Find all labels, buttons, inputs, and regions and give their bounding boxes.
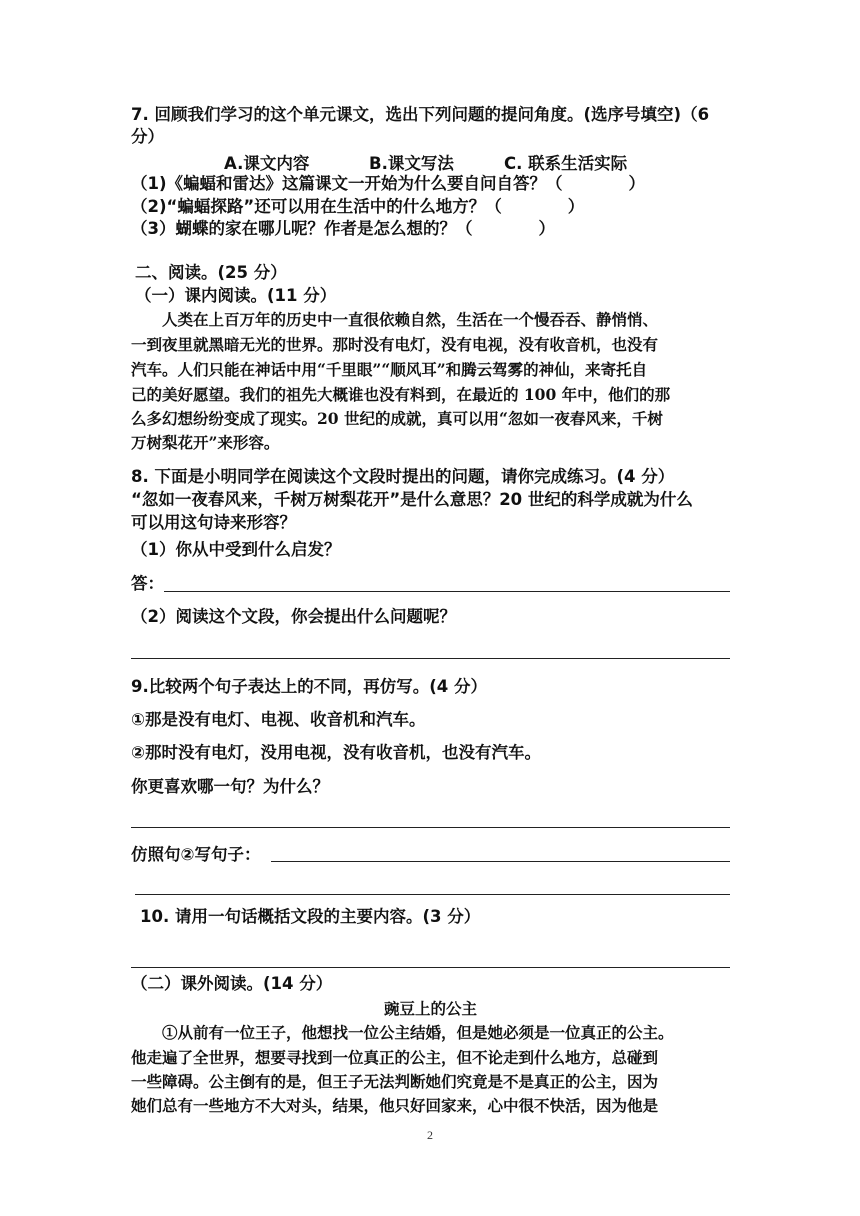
- q8-answer-label: 答：: [131, 574, 164, 593]
- q9-answer-line[interactable]: [131, 827, 730, 828]
- q7-item-1: （1)《蝙蝠和雷达》这篇课文一开始为什么要自问自答？（ ）: [131, 174, 646, 193]
- q8-quote-line2: 可以用这句诗来形容？: [131, 513, 296, 532]
- passage2-line-3: 一些障碍。公主倒有的是，但王子无法判断她们究竟是不是真正的公主，因为: [131, 1072, 659, 1091]
- q10-title: 10. 请用一句话概括文段的主要内容。(3 分）: [140, 907, 481, 926]
- story-title: 豌豆上的公主: [384, 999, 478, 1018]
- q8-answer-line-2[interactable]: [131, 658, 730, 659]
- page-number: 2: [427, 1128, 433, 1142]
- q9-sentence-2: ②那时没有电灯，没用电视，没有收音机，也没有汽车。: [131, 743, 541, 762]
- passage1-line-5: 么多幻想纷纷变成了现实。20 世纪的成就，真可以用“忽如一夜春风来，千树: [131, 409, 663, 428]
- q9-title: 9.比较两个句子表达上的不同，再仿写。(4 分）: [131, 677, 488, 696]
- q7-option-b: B.课文写法: [369, 154, 454, 173]
- q8-answer-line-1[interactable]: [164, 591, 730, 592]
- part2-title: （二）课外阅读。(14 分）: [131, 974, 333, 993]
- q7-option-a: A.课文内容: [224, 154, 310, 173]
- part1-title: （一）课内阅读。(11 分）: [135, 286, 337, 305]
- q9-imitate-line-1[interactable]: [271, 861, 730, 862]
- q8-quote-line1: “忽如一夜春风来，千树万树梨花开”是什么意思？20 世纪的科学成就为什么: [131, 490, 693, 509]
- passage2-line-1: ①从前有一位王子，他想找一位公主结婚，但是她必须是一位真正的公主。: [131, 1023, 674, 1042]
- section2-title: 二、阅读。(25 分）: [135, 263, 287, 282]
- q8-sub2: （2）阅读这个文段，你会提出什么问题呢？: [131, 607, 456, 626]
- passage1-line-3: 汽车。人们只能在神话中用“千里眼”“顺风耳”和腾云驾雾的神仙，来寄托自: [131, 360, 648, 379]
- q7-title-line1: 7. 回顾我们学习的这个单元课文，选出下列问题的提问角度。(选序号填空)（6: [131, 105, 710, 124]
- q7-item-2: （2)“蝙蝠探路”还可以用在生活中的什么地方？（ ）: [131, 197, 585, 216]
- passage2-line-4: 她们总有一些地方不大对头，结果，他只好回家来，心中很不快活，因为他是: [131, 1096, 659, 1115]
- q9-imitate-label: 仿照句②写句子：: [131, 845, 261, 864]
- passage2-line-2: 他走遍了全世界，想要寻找到一位真正的公主，但不论走到什么地方，总碰到: [131, 1048, 659, 1067]
- q7-option-c: C. 联系生活实际: [504, 154, 628, 173]
- q7-item-3: （3）蝴蝶的家在哪儿呢？作者是怎么想的？（ ）: [131, 219, 555, 238]
- passage1-line-4: 己的美好愿望。我们的祖先大概谁也没有料到，在最近的 100 年中，他们的那: [131, 385, 671, 404]
- passage1-line-6: 万树梨花开”来形容。: [131, 433, 280, 452]
- q8-title: 8. 下面是小明同学在阅读这个文段时提出的问题，请你完成练习。(4 分）: [131, 467, 675, 486]
- q7-title-line2: 分）: [131, 127, 164, 146]
- passage1-line-1: 人类在上百万年的历史中一直很依赖自然，生活在一个慢吞吞、静悄悄、: [131, 310, 659, 329]
- q9-question: 你更喜欢哪一句？为什么？: [131, 777, 329, 796]
- q9-sentence-1: ①那是没有电灯、电视、收音机和汽车。: [131, 710, 426, 729]
- q8-sub1: （1）你从中受到什么启发？: [131, 540, 341, 559]
- q10-answer-line[interactable]: [131, 967, 730, 968]
- q9-imitate-line-2[interactable]: [135, 894, 730, 895]
- passage1-line-2: 一到夜里就黑暗无光的世界。那时没有电灯，没有电视，没有收音机，也没有: [131, 335, 659, 354]
